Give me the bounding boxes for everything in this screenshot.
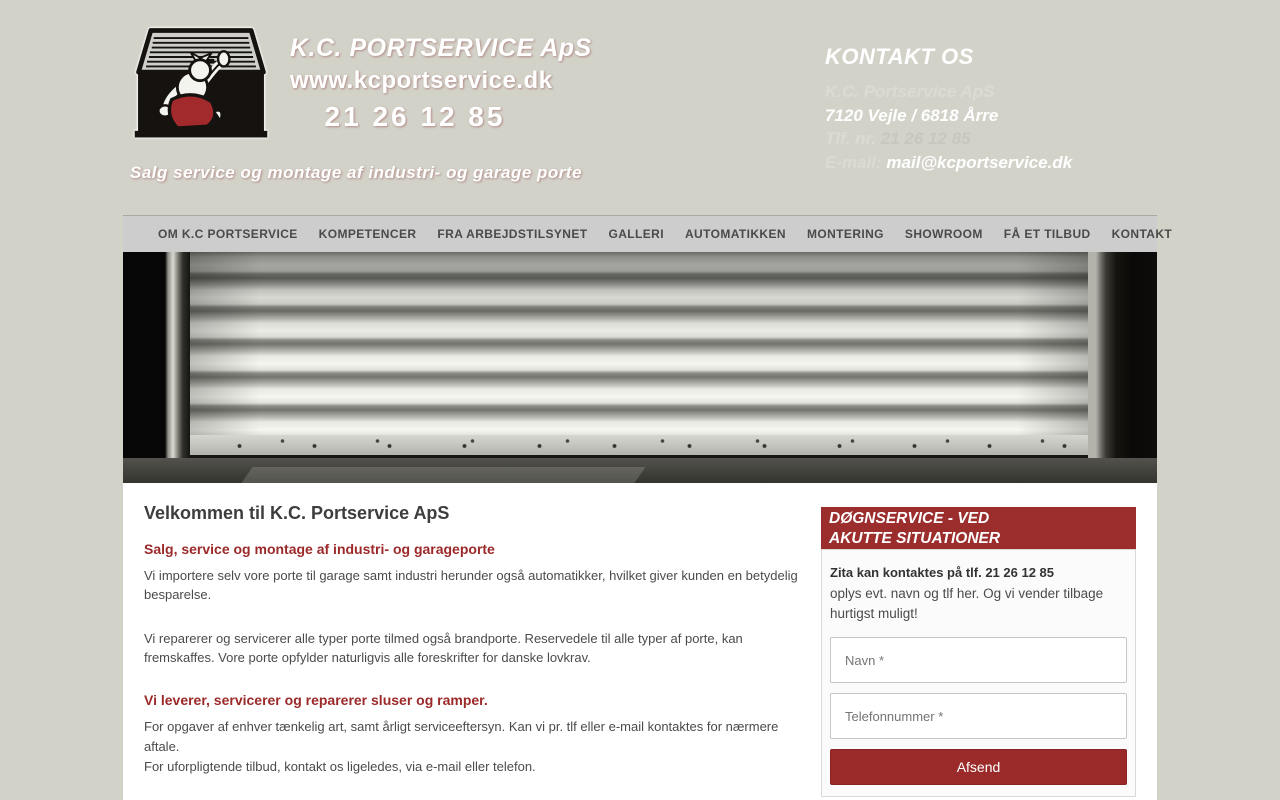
garage-mascot-logo-icon <box>130 18 272 149</box>
paragraph: Vi importere selv vore porte til garage samt industri herunder også automatikker, hvilket giver kunden en betydelig besparelse. <box>144 568 798 602</box>
section-heading-sluser-ramper: Vi leverer, servicerer og reparerer sluser og ramper. <box>144 692 488 708</box>
name-input[interactable] <box>830 637 1127 683</box>
garage-floor <box>123 458 1157 483</box>
page-title: Velkommen til K.C. Portservice ApS <box>144 503 450 523</box>
contact-email-address[interactable]: mail@kcportservice.dk <box>886 152 1073 172</box>
sidebar-contact-text: oplys evt. navn og tlf her. Og vi vender tilbage hurtigst muligt! <box>830 586 1104 621</box>
nav-item-om-kc-portservice[interactable]: OM K.C PORTSERVICE <box>158 227 298 241</box>
contact-email-label: E-mail: <box>825 152 882 172</box>
hero-garage-door-image <box>123 252 1157 483</box>
contact-company: K.C. Portservice ApS <box>825 82 995 101</box>
sidebar-header-line1: DØGNSERVICE - VED <box>829 510 990 527</box>
site-header <box>123 0 1157 215</box>
section-heading-salg-service: Salg, service og montage af industri- og garageporte <box>144 541 495 557</box>
nav-item-galleri[interactable]: GALLERI <box>608 227 664 241</box>
door-left-post <box>123 252 190 458</box>
contact-email-line <box>825 151 1072 175</box>
main-column <box>144 503 821 777</box>
main-navigation <box>123 215 1173 252</box>
door-right-post <box>1088 252 1157 458</box>
paragraph: Vi reparerer og servicerer alle typer porte tilmed også brandporte. Reservedele til alle typer af porte, kan fremskaffes. Vore porte opfylder naturligvis alle foreskrifter for danske lovkrav. <box>144 631 743 665</box>
nav-item-showroom[interactable]: SHOWROOM <box>904 227 983 241</box>
nav-item-kontakt[interactable]: KONTAKT <box>1111 227 1173 241</box>
phone-input[interactable] <box>830 693 1127 739</box>
paragraph: For opgaver af enhver tænkelig art, samt årligt serviceeftersyn. Kan vi pr. tlf eller e-mail kontaktes for nærmere aftale. <box>144 719 779 754</box>
sidebar <box>821 507 1136 797</box>
contact-form-box <box>821 549 1136 797</box>
contact-phone-label: Tlf. nr. <box>825 129 876 148</box>
contact-address: 7120 Vejle / 6818 Årre <box>825 105 999 125</box>
nav-item-fa-et-tilbud[interactable]: FÅ ET TILBUD <box>1003 227 1091 241</box>
callback-form <box>830 637 1127 785</box>
contact-phone-line <box>825 127 1072 151</box>
sidebar-header-line2: AKUTTE SITUATIONER <box>829 529 1001 547</box>
logo-company-name: K.C. PORTSERVICE ApS <box>290 34 592 62</box>
roller-door-kickplate <box>190 435 1088 458</box>
nav-item-montering[interactable]: MONTERING <box>806 227 884 241</box>
site-logo[interactable] <box>130 18 592 183</box>
header-contact-block <box>825 44 1072 174</box>
page-container <box>123 0 1173 800</box>
nav-item-automatikken[interactable]: AUTOMATIKKEN <box>684 227 786 241</box>
logo-tagline: Salg service og montage af industri- og garage porte <box>130 163 583 182</box>
nav-item-fra-arbejdstilsynet[interactable]: FRA ARBEJDSTILSYNET <box>437 227 588 241</box>
logo-website-url: www.kcportservice.dk <box>290 67 553 94</box>
submit-button[interactable]: Afsend <box>830 749 1127 785</box>
nav-item-kompetencer[interactable]: KOMPETENCER <box>318 227 417 241</box>
contact-heading: KONTAKT OS <box>825 44 974 69</box>
logo-phone-number: 21 26 12 85 <box>324 101 506 132</box>
contact-phone-number: 21 26 12 85 <box>880 129 971 148</box>
content-area <box>123 483 1157 800</box>
sidebar-header-dognservice <box>821 507 1136 549</box>
sidebar-contact-bold-text: Zita kan kontaktes på tlf. 21 26 12 85 <box>830 565 1054 580</box>
paragraph: For uforpligtende tilbud, kontakt os ligeledes, via e-mail eller telefon. <box>144 759 536 774</box>
roller-door <box>190 252 1088 435</box>
